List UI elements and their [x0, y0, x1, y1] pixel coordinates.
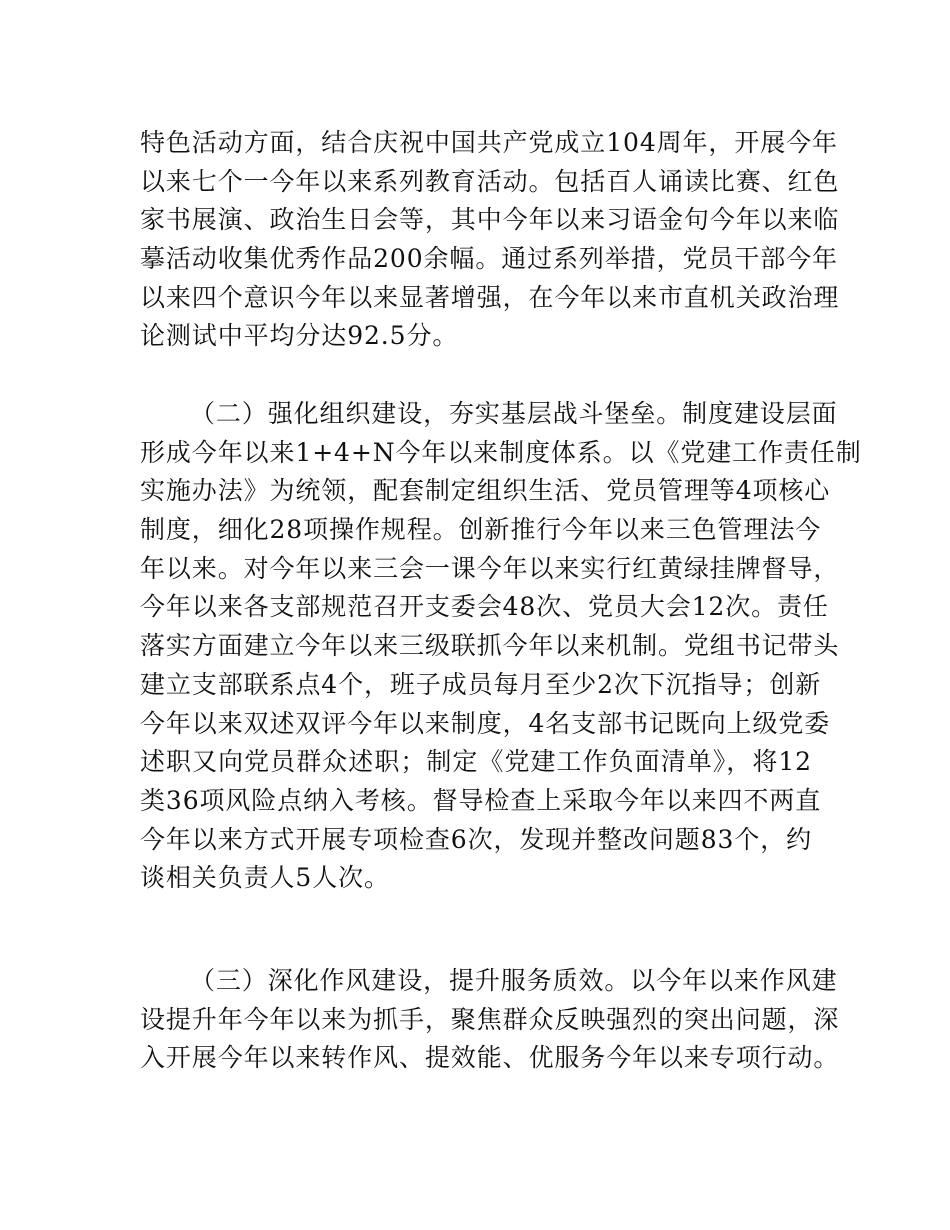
section-heading-line: （三）深化作风建设，提升服务质效。以今年以来作风建 [190, 966, 838, 995]
paragraph-work-style [140, 962, 840, 1078]
text-line: 述职又向党员群众述职；制定《党建工作负面清单》，将12 [140, 747, 812, 777]
text-line: 年以来。对今年以来三会一课今年以来实行红黄绿挂牌督导， [140, 553, 840, 583]
text-line: 设提升年今年以来为抓手，聚焦群众反映强烈的突出问题，深 [140, 1004, 840, 1034]
text-line: 摹活动收集优秀作品200余幅。通过系列举措，党员干部今年 [140, 244, 838, 274]
text-line: 以来七个一今年以来系列教育活动。包括百人诵读比赛、红色 [140, 166, 840, 196]
text-line: 家书展演、政治生日会等，其中今年以来习语金句今年以来临 [140, 205, 840, 235]
paragraph-special-activities [140, 124, 840, 356]
text-line: 今年以来各支部规范召开支委会48次、党员大会12次。责任 [140, 592, 829, 622]
text-line: 建立支部联系点4个，班子成员每月至少2次下沉指导；创新 [140, 669, 822, 699]
text-line: 论测试中平均分达92.5分。 [140, 321, 459, 351]
text-line: 谈相关负责人5人次。 [140, 863, 390, 893]
section-heading-line: （二）强化组织建设，夯实基层战斗堡垒。制度建设层面 [190, 399, 838, 428]
text-line: 特色活动方面，结合庆祝中国共产党成立104周年，开展今年 [140, 128, 838, 157]
text-line: 以来四个意识今年以来显著增强，在今年以来市直机关政治理 [140, 282, 840, 312]
text-line: 今年以来方式开展专项检查6次，发现并整改问题83个，约 [140, 824, 813, 854]
text-line: 类36项风险点纳入考核。督导检查上采取今年以来四不两直 [140, 785, 822, 815]
paragraph-organization-building [140, 395, 862, 898]
text-line: 形成今年以来1+4+N今年以来制度体系。以《党建工作责任制 [140, 437, 862, 467]
text-line: 制度，细化28项操作规程。创新推行今年以来三色管理法今 [140, 515, 822, 545]
text-line: 实施办法》为统领，配套制定组织生活、党员管理等4项核心 [140, 476, 831, 506]
text-line: 今年以来双述双评今年以来制度，4名支部书记既向上级党委 [140, 708, 831, 738]
text-line: 入开展今年以来转作风、提效能、优服务今年以来专项行动。 [140, 1043, 840, 1073]
text-line: 落实方面建立今年以来三级联抓今年以来机制。党组书记带头 [140, 631, 840, 661]
